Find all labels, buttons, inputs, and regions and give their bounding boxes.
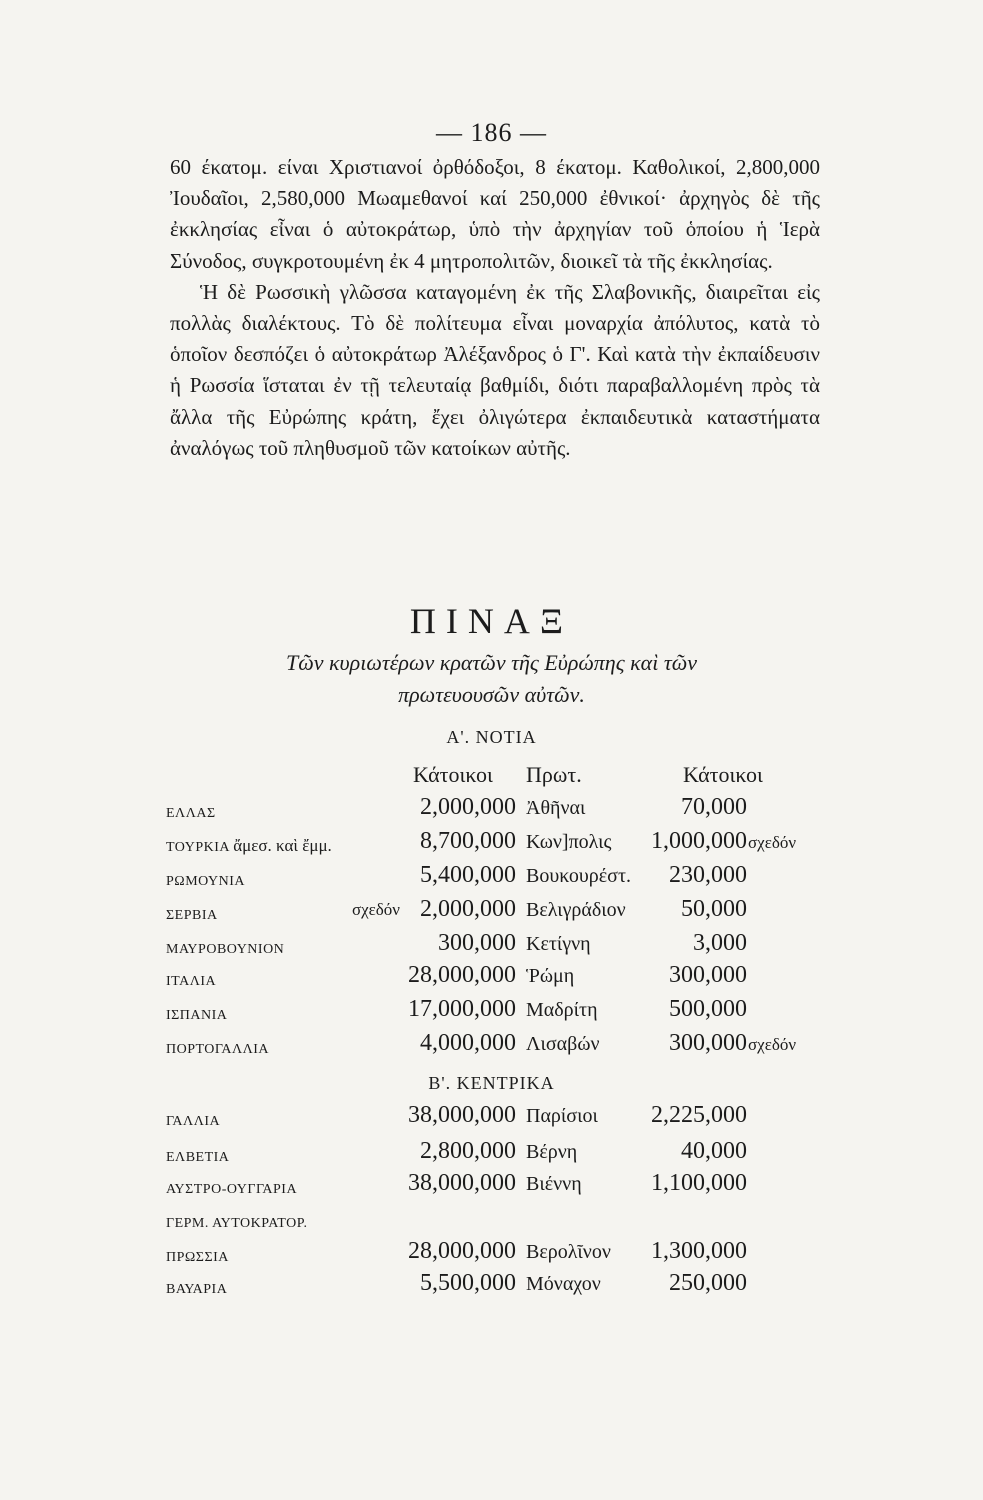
country-cell xyxy=(166,1004,227,1024)
country-name: ΠΡΩΣΣΙΑ xyxy=(166,1250,229,1265)
table-row xyxy=(0,1102,983,1136)
capital-name: Μαδρίτη xyxy=(526,999,598,1021)
country-name: ΤΟΥΡΚΙΑ xyxy=(166,840,230,855)
country-name: ΕΛΛΑΣ xyxy=(166,806,216,821)
capital-population-value: 500,000 xyxy=(669,996,747,1022)
country-cell xyxy=(166,1110,220,1130)
table-row xyxy=(0,794,983,828)
country-cell xyxy=(166,1146,229,1166)
table-row xyxy=(0,930,983,964)
country-cell xyxy=(166,836,332,856)
country-name: ΠΟΡΤΟΓΑΛΛΙΑ xyxy=(166,1042,270,1057)
capital-name: Βουκουρέστ. xyxy=(526,865,631,887)
capital-name: Ῥώμη xyxy=(526,965,575,987)
table-row xyxy=(0,1238,983,1272)
capital-population-value: 3,000 xyxy=(693,930,747,956)
capital-population-value: 2,225,000 xyxy=(651,1102,747,1128)
country-name: ΙΣΠΑΝΙΑ xyxy=(166,1008,228,1023)
country-cell xyxy=(166,1212,307,1232)
table-row xyxy=(0,828,983,862)
table-row xyxy=(0,896,983,930)
country-cell xyxy=(166,802,216,822)
table-row xyxy=(0,1138,983,1172)
capital-population-value: 1,300,000 xyxy=(651,1238,747,1264)
population-note: σχεδόν xyxy=(351,900,400,919)
population-value: 17,000,000 xyxy=(408,996,516,1022)
population-value: 38,000,000 xyxy=(408,1170,516,1196)
table-row xyxy=(0,1204,983,1238)
population-value: 8,700,000 xyxy=(420,828,516,854)
capital-population-note: σχεδόν xyxy=(748,1035,797,1054)
country-name: ΡΩΜΟΥΝΙΑ xyxy=(166,874,246,889)
country-name: ΙΤΑΛΙΑ xyxy=(166,974,217,989)
page-number: — 186 — xyxy=(436,118,547,147)
capital-population-value: 1,100,000 xyxy=(651,1170,747,1196)
table-subtitle-line-2: πρωτευουσῶν αὐτῶν. xyxy=(398,682,585,707)
capital-population-value: 40,000 xyxy=(681,1138,747,1164)
capital-population-value: 50,000 xyxy=(681,896,747,922)
population-value: 2,000,000 xyxy=(420,794,516,820)
capital-name: Μόναχον xyxy=(526,1273,601,1295)
country-cell xyxy=(166,970,216,990)
section-heading-central: Β'. ΚΕΝΤΡΙΚΑ xyxy=(428,1073,555,1093)
capital-population-value: 70,000 xyxy=(681,794,747,820)
capital-name: Ἀθῆναι xyxy=(526,797,586,819)
paragraph-1: 60 έκατομ. είναι Χριστιανοί ὀρθόδοξοι, 8 έκατομ. Καθολικοί, 2,800,000 Ἰουδαῖοι, 2,580,000 Μωαμεθανοί καί 250,000 ἐθνικοί· ἀρχηγὸς δὲ τῆς ἐκκλησίας εἶναι ὁ αὐτοκράτωρ, ὑπὸ τὴν ἀρχηγίαν τοῦ ὁποίου ἡ Ἱερὰ Σύνοδος, συγκροτουμένη ἐκ 4 μητροπολιτῶν, διοικεῖ τὰ τῆς ἐκκλησίας. xyxy=(170,155,820,273)
table-title: ΠΙΝΑΞ xyxy=(409,601,574,641)
population-value: 38,000,000 xyxy=(408,1102,516,1128)
country-cell xyxy=(166,904,218,924)
country-cell xyxy=(166,1246,229,1266)
capital-name: Βερολῖνον xyxy=(526,1241,611,1263)
country-name: ΑΥΣΤΡΟ-ΟΥΓΓΑΡΙΑ xyxy=(166,1182,298,1197)
capital-name: Βιέννη xyxy=(526,1173,582,1195)
capital-name: Παρίσιοι xyxy=(526,1105,598,1127)
population-value: 28,000,000 xyxy=(408,1238,516,1264)
capital-population-value: 300,000 xyxy=(669,962,747,988)
country-name: ΕΛΒΕΤΙΑ xyxy=(166,1150,230,1165)
capital-population-note: σχεδόν xyxy=(748,833,797,852)
capital-name: Βέρνη xyxy=(526,1141,578,1163)
table-row xyxy=(0,1270,983,1304)
table-row xyxy=(0,1030,983,1064)
population-value: 5,400,000 xyxy=(420,862,516,888)
population-value: 2,800,000 xyxy=(420,1138,516,1164)
capital-population-value: 1,000,000 xyxy=(651,828,747,854)
country-name: ΒΑΥΑΡΙΑ xyxy=(166,1282,228,1297)
capital-name: Κετίγνη xyxy=(526,933,591,955)
population-value: 4,000,000 xyxy=(420,1030,516,1056)
capital-population-value: 300,000 xyxy=(669,1030,747,1056)
country-name: ΓΕΡΜ. ΑΥΤΟΚΡΑΤΟΡ. xyxy=(166,1216,308,1231)
population-value: 300,000 xyxy=(438,930,516,956)
section-heading-south: Α'. ΝΟΤΙΑ xyxy=(446,727,537,747)
column-header-capital: Πρωτ. xyxy=(526,762,582,787)
country-cell xyxy=(166,1278,227,1298)
capital-name: Κων]πολις xyxy=(526,831,612,853)
country-cell xyxy=(166,938,284,958)
capital-population-value: 250,000 xyxy=(669,1270,747,1296)
table-row xyxy=(0,996,983,1030)
table-subtitle-line-1: Τῶν κυριωτέρων κρατῶν τῆς Εὐρώπης καὶ τῶν xyxy=(285,650,698,675)
paragraph-2: Ἡ δὲ Ρωσσικὴ γλῶσσα καταγομένη ἐκ τῆς Σλαβονικῆς, διαιρεῖται εἰς πολλὰς διαλέκτους. Τὸ δὲ πολίτευμα εἶναι μοναρχία ἀπόλυτος, κατὰ τὸ ὁποῖον δεσπόζει ὁ αὐτοκράτωρ Ἀλέξανδρος ὁ Γ'. Καὶ κατὰ τὴν ἐκπαίδευσιν ἡ Ρωσσία ἵσταται ἐν τῇ τελευταίᾳ βαθμίδι, διότι παραβαλλομένη πρὸς τὰ ἄλλα τῆς Εὐρώπης κράτη, ἔχει ὀλιγώτερα ἐκπαιδευτικὰ καταστήματα ἀναλόγως τοῦ πληθυσμοῦ τῶν κατοίκων αὐτῆς. xyxy=(170,279,820,460)
body-text xyxy=(170,152,820,464)
table-row xyxy=(0,962,983,996)
country-name: ΓΑΛΛΙΑ xyxy=(166,1114,221,1129)
country-note: ἄμεσ. καὶ ἔμμ. xyxy=(233,836,332,855)
column-header-population: Κάτοικοι xyxy=(413,762,493,787)
table-row xyxy=(0,1170,983,1204)
capital-name: Βελιγράδιον xyxy=(526,899,626,921)
capital-name: Λισαβών xyxy=(526,1033,600,1055)
table-row xyxy=(0,862,983,896)
population-value: 2,000,000 xyxy=(420,896,516,922)
country-cell xyxy=(166,1038,269,1058)
country-name: ΜΑΥΡΟΒΟΥΝΙΟΝ xyxy=(166,942,285,957)
population-value: 5,500,000 xyxy=(420,1270,516,1296)
column-header-capital-population: Κάτοικοι xyxy=(683,762,763,787)
capital-population-value: 230,000 xyxy=(669,862,747,888)
country-cell xyxy=(166,870,245,890)
country-name: ΣΕΡΒΙΑ xyxy=(166,908,218,923)
population-value: 28,000,000 xyxy=(408,962,516,988)
country-cell xyxy=(166,1178,297,1198)
